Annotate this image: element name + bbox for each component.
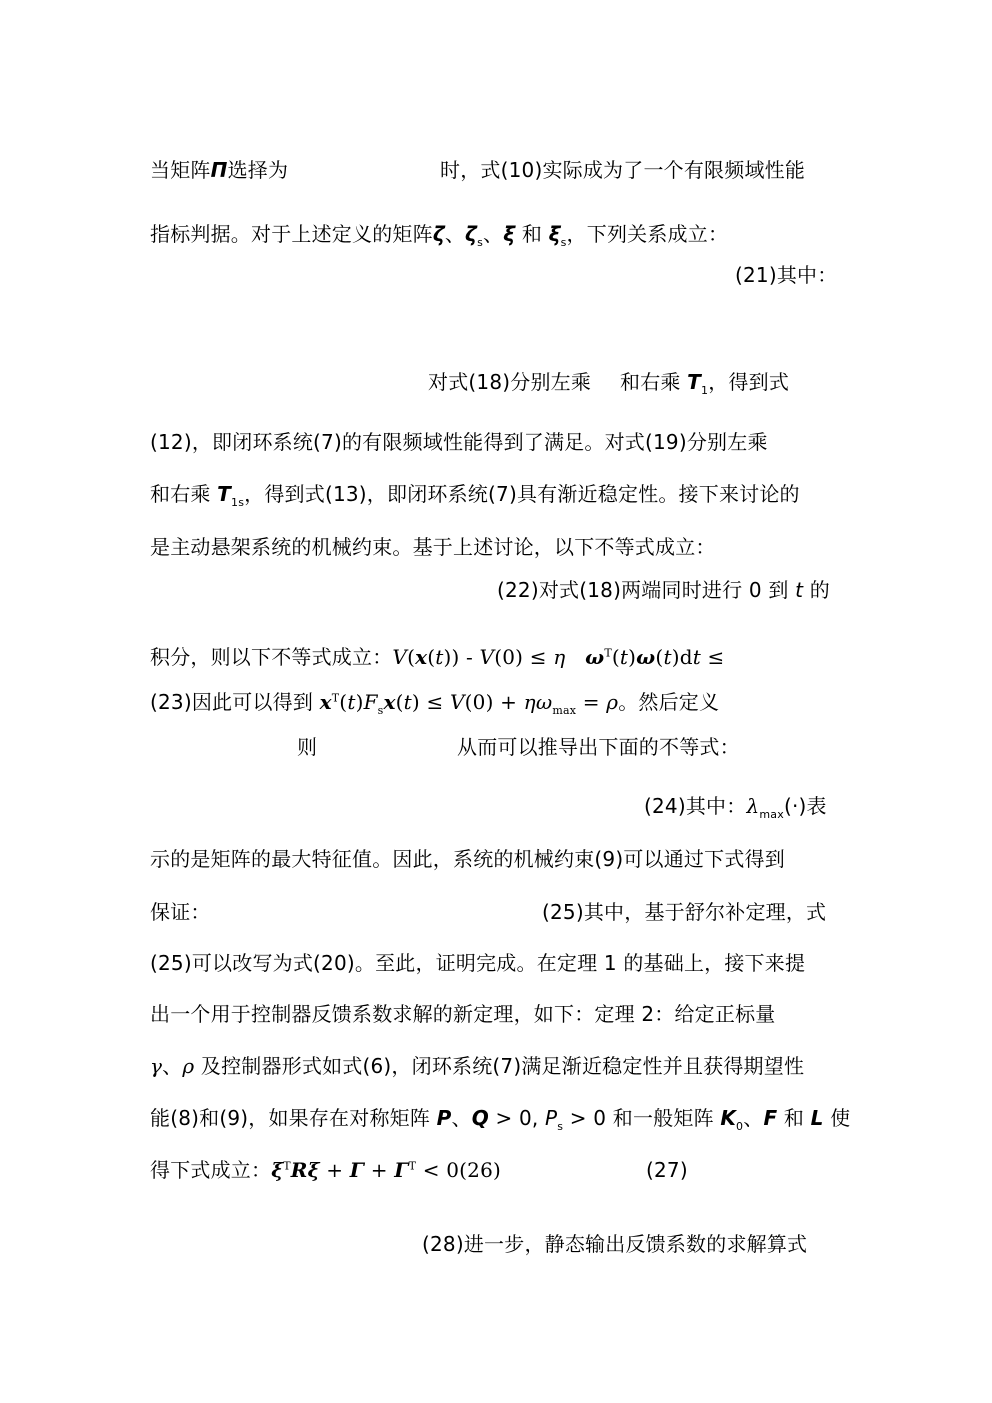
math-symbol: V (449, 690, 465, 714)
math-symbol: t (692, 645, 701, 669)
text: 、 (162, 1054, 183, 1078)
inline-formula (392, 645, 724, 669)
math-symbol: γ (150, 1054, 163, 1078)
text-line-11-cont (457, 733, 740, 761)
text-line-11 (297, 733, 317, 761)
math-symbol: x (415, 645, 428, 669)
text: (25)可以改写为式(20)。至此，证明完成。在定理 1 的基础上，接下来提 (150, 951, 806, 975)
subscript: 0 (736, 1120, 744, 1133)
text: 出一个用于控制器反馈系数求解的新定理，如下：定理 2：给定正标量 (150, 1002, 776, 1026)
math-symbol: T (217, 482, 232, 506)
subscript: s (560, 236, 567, 249)
text: > 0 和一般矩阵 (563, 1106, 714, 1130)
subscript: s (557, 1120, 564, 1133)
text: 选择为 (227, 158, 289, 182)
text: )) - (443, 645, 480, 669)
subscript: max (552, 704, 577, 717)
text: 及控制器形式如式(6)，闭环系统(7)满足渐近稳定性并且获得期望性 (200, 1054, 805, 1078)
text: 能(8)和(9)，如果存在对称矩阵 (150, 1106, 431, 1130)
text-line-15 (150, 949, 805, 977)
text-line-12 (644, 792, 827, 820)
text: 和右乘 (620, 370, 681, 394)
text: 和右乘 (150, 482, 211, 506)
text-line-10 (150, 688, 719, 716)
text: ，下列关系成立： (566, 222, 729, 246)
text-line-14-cont (542, 898, 826, 926)
math-symbol: t (403, 690, 412, 714)
math-symbol: ξ (271, 1158, 284, 1182)
text-line-6 (150, 480, 800, 508)
math-symbol: ζ (432, 222, 445, 246)
math-symbol: t (795, 578, 804, 602)
math-symbol: ρ (182, 1054, 195, 1078)
text: (25)其中，基于舒尔补定理，式 (542, 900, 827, 924)
math-symbol: ξ (307, 1158, 320, 1182)
equation-number-27 (646, 1156, 688, 1184)
text: 、 (444, 222, 466, 246)
text: (21)其中： (735, 263, 838, 287)
text: 和 (521, 222, 543, 246)
inline-formula (319, 690, 619, 717)
math-symbol: K (720, 1106, 737, 1130)
text: 是主动悬架系统的机械约束。基于上述讨论，以下不等式成立： (150, 535, 716, 559)
text: ( (427, 645, 436, 669)
math-symbol: R (290, 1158, 308, 1182)
superscript: T (331, 691, 340, 705)
math-symbol: x (383, 690, 396, 714)
math-symbol: ω (636, 645, 656, 669)
text: 、 (483, 222, 504, 246)
math-symbol: t (435, 645, 444, 669)
text: 积分，则以下不等式成立： (150, 645, 393, 669)
text: (24)其中： (644, 794, 747, 818)
text: 时，式(10)实际成为了一个有限频域性能 (440, 158, 806, 182)
text: 则 (297, 735, 318, 759)
text: = (576, 690, 607, 714)
subscript: 1 (701, 384, 709, 397)
text: 当矩阵 (150, 158, 211, 182)
text-line-9 (150, 643, 724, 671)
text: ( (339, 690, 348, 714)
math-symbol: P (436, 1106, 452, 1130)
text-line-20 (422, 1230, 807, 1258)
superscript: T (604, 646, 612, 660)
text: 示的是矩阵的最大特征值。因此，系统的机械约束(9)可以通过下式得到 (150, 847, 785, 871)
math-symbol: V (392, 645, 408, 669)
text: ，得到式(13)，即闭环系统(7)具有渐近稳定性。接下来讨论的 (244, 482, 800, 506)
subscript: max (759, 808, 784, 821)
text-line-19 (150, 1156, 501, 1184)
text-line-5 (150, 428, 768, 456)
inline-formula (271, 1158, 501, 1182)
text: (27) (646, 1158, 688, 1182)
text: 和 (783, 1106, 805, 1130)
math-symbol: ω (535, 690, 553, 714)
text: (28)进一步，静态输出反馈系数的求解算式 (422, 1232, 808, 1256)
text-line-1-cont (440, 156, 805, 184)
text: 、 (743, 1106, 764, 1130)
math-symbol: ξ (548, 222, 561, 246)
text: 得下式成立： (150, 1158, 272, 1182)
math-symbol: x (319, 690, 332, 714)
text: ，得到式 (708, 370, 790, 394)
math-symbol: λ (746, 794, 760, 818)
subscript: s (477, 236, 484, 249)
text-line-3 (735, 261, 837, 289)
math-symbol: η (523, 690, 536, 714)
math-symbol: Π (210, 158, 228, 182)
text: (0) ≤ (494, 645, 554, 669)
text: ) (628, 645, 637, 669)
text: ( (407, 645, 416, 669)
text: ( (611, 645, 620, 669)
text: + (364, 1158, 395, 1182)
text-line-18 (150, 1104, 850, 1132)
text: 的 (809, 578, 830, 602)
math-symbol: P (545, 1106, 558, 1130)
text-line-2 (150, 220, 728, 248)
text: 保证： (150, 900, 211, 924)
text: (·)表 (783, 794, 827, 818)
text-line-13 (150, 845, 785, 873)
math-symbol: ρ (606, 690, 619, 714)
text: ) ≤ (411, 690, 450, 714)
text: )d (671, 645, 693, 669)
text: ≤ (700, 645, 725, 669)
text-line-1 (150, 156, 288, 184)
superscript: T (283, 1159, 291, 1173)
math-symbol: t (347, 690, 356, 714)
text: (22)对式(18)两端同时进行 0 到 (497, 578, 789, 602)
math-symbol: t (619, 645, 629, 669)
text: < 0(26) (416, 1158, 502, 1182)
text-line-4-cont (620, 368, 789, 396)
math-symbol: F (363, 690, 378, 714)
text-line-17 (150, 1052, 804, 1080)
text: 、 (451, 1106, 472, 1130)
text-line-7 (150, 533, 716, 561)
math-symbol: t (663, 645, 672, 669)
text: 指标判据。对于上述定义的矩阵 (150, 222, 433, 246)
text-line-4 (428, 368, 591, 396)
text: ( (655, 645, 664, 669)
text: 从而可以推导出下面的不等式： (457, 735, 740, 759)
math-symbol: F (763, 1106, 778, 1130)
math-symbol: ζ (465, 222, 478, 246)
text: > 0, (488, 1106, 546, 1130)
math-symbol: ω (585, 645, 605, 669)
subscript: s (377, 704, 384, 717)
text: (0) + (464, 690, 524, 714)
math-symbol: Γ (394, 1158, 409, 1182)
math-symbol: V (479, 645, 495, 669)
text: 使 (830, 1106, 851, 1130)
subscript: 1s (231, 496, 245, 509)
text: (12)，即闭环系统(7)的有限频域性能得到了满足。对式(19)分别左乘 (150, 430, 768, 454)
text: 对式(18)分别左乘 (428, 370, 592, 394)
text: ) (355, 690, 364, 714)
text: 。然后定义 (618, 690, 720, 714)
text-line-8 (497, 576, 830, 604)
text-line-14 (150, 898, 211, 926)
superscript: T (408, 1159, 417, 1173)
math-symbol: Γ (349, 1158, 365, 1182)
math-symbol: ξ (503, 222, 516, 246)
math-symbol: L (810, 1106, 824, 1130)
text: (23)因此可以得到 (150, 690, 314, 714)
text-line-16 (150, 1000, 775, 1028)
text: + (319, 1158, 350, 1182)
math-symbol: T (687, 370, 702, 394)
text: ( (395, 690, 404, 714)
math-symbol: Q (471, 1106, 489, 1130)
math-symbol: η (553, 645, 566, 669)
